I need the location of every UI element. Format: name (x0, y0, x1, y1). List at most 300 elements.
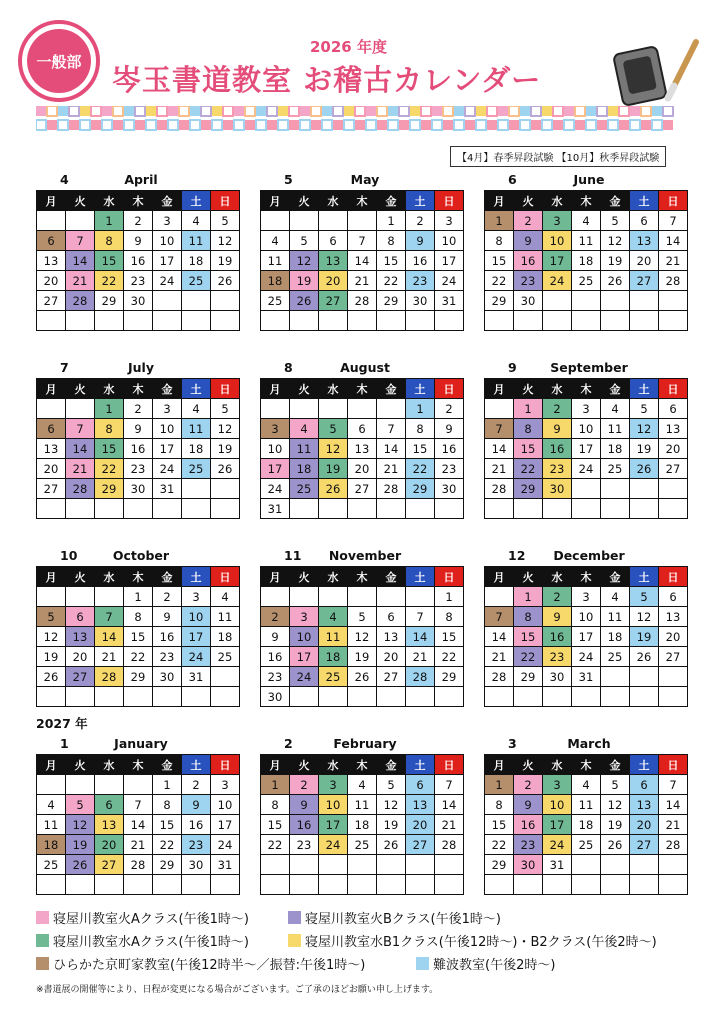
week-row (37, 875, 240, 895)
month-calendar (484, 172, 694, 331)
day-cell: 18 (211, 627, 240, 647)
day-cell: 18 (182, 251, 211, 271)
day-cell: 16 (406, 251, 435, 271)
day-cell: 29 (377, 291, 406, 311)
day-cell: 23 (514, 835, 543, 855)
weekday-header: 月 (37, 379, 66, 399)
day-cell: 25 (182, 271, 211, 291)
badge-label: 一般部 (27, 29, 91, 93)
fiscal-year: 2026 年度 (310, 38, 387, 56)
day-cell: 15 (124, 627, 153, 647)
day-cell: 24 (153, 459, 182, 479)
day-cell (630, 291, 659, 311)
day-cell (182, 291, 211, 311)
day-cell: 23 (290, 835, 319, 855)
day-cell: 10 (572, 419, 601, 439)
day-cell: 21 (435, 815, 464, 835)
day-cell: 4 (211, 587, 240, 607)
day-cell (153, 875, 182, 895)
day-cell: 30 (261, 687, 290, 707)
day-cell: 24 (182, 647, 211, 667)
day-cell: 26 (211, 459, 240, 479)
day-cell: 16 (514, 815, 543, 835)
weekday-header: 金 (601, 379, 630, 399)
week-row (485, 439, 688, 459)
day-cell (37, 587, 66, 607)
weekday-header: 火 (66, 755, 95, 775)
weekday-header: 火 (290, 755, 319, 775)
day-cell (377, 311, 406, 331)
month-name: January (114, 736, 168, 751)
day-cell: 28 (485, 479, 514, 499)
day-cell: 17 (572, 627, 601, 647)
day-cell: 17 (543, 251, 572, 271)
day-cell: 31 (211, 855, 240, 875)
day-cell: 24 (572, 647, 601, 667)
day-cell: 27 (348, 479, 377, 499)
day-cell (319, 587, 348, 607)
day-cell: 21 (377, 459, 406, 479)
day-cell: 7 (485, 607, 514, 627)
day-cell: 1 (406, 399, 435, 419)
month-number: 12 (508, 548, 526, 563)
legend-label: 寝屋川教室水B1クラス(午後12時～)・B2クラス(午後2時～) (305, 935, 657, 950)
day-cell (211, 479, 240, 499)
month-number: 11 (284, 548, 302, 563)
day-cell: 29 (406, 479, 435, 499)
day-cell: 8 (485, 231, 514, 251)
day-cell (630, 479, 659, 499)
day-cell (66, 311, 95, 331)
day-cell: 7 (659, 775, 688, 795)
calendar-table (484, 566, 688, 707)
weekday-header: 木 (572, 755, 601, 775)
day-cell: 27 (37, 291, 66, 311)
week-row (37, 251, 240, 271)
day-cell (630, 667, 659, 687)
day-cell (485, 499, 514, 519)
day-cell (290, 587, 319, 607)
day-cell: 11 (37, 815, 66, 835)
day-cell: 7 (348, 231, 377, 251)
weekday-header: 水 (543, 755, 572, 775)
day-cell: 12 (37, 627, 66, 647)
day-cell: 2 (124, 399, 153, 419)
month-name: June (573, 172, 605, 187)
month-number: 6 (508, 172, 517, 187)
weekday-header: 日 (659, 755, 688, 775)
day-cell: 22 (95, 459, 124, 479)
day-cell: 14 (485, 627, 514, 647)
week-row (37, 459, 240, 479)
calendar-table (484, 190, 688, 331)
day-cell: 20 (630, 815, 659, 835)
day-cell: 10 (290, 627, 319, 647)
calendar-table (36, 566, 240, 707)
day-cell: 23 (153, 647, 182, 667)
day-cell: 10 (182, 607, 211, 627)
day-cell: 26 (601, 271, 630, 291)
week-row (37, 499, 240, 519)
day-cell: 25 (290, 479, 319, 499)
day-cell (37, 311, 66, 331)
day-cell: 27 (37, 479, 66, 499)
day-cell: 31 (261, 499, 290, 519)
day-cell (95, 875, 124, 895)
day-cell: 12 (601, 795, 630, 815)
day-cell: 9 (406, 231, 435, 251)
month-calendar (36, 736, 246, 895)
day-cell: 18 (290, 459, 319, 479)
day-cell (435, 687, 464, 707)
month-header (484, 736, 694, 754)
week-row (261, 271, 464, 291)
day-cell: 13 (659, 419, 688, 439)
week-row (37, 607, 240, 627)
day-cell: 13 (630, 795, 659, 815)
day-cell: 17 (543, 815, 572, 835)
day-cell: 23 (182, 835, 211, 855)
week-row (261, 875, 464, 895)
month-number: 3 (508, 736, 517, 751)
day-cell (485, 687, 514, 707)
day-cell: 28 (66, 479, 95, 499)
day-cell: 6 (95, 795, 124, 815)
day-cell: 5 (377, 775, 406, 795)
day-cell: 6 (319, 231, 348, 251)
day-cell (659, 687, 688, 707)
day-cell: 13 (95, 815, 124, 835)
weekday-header: 木 (124, 191, 153, 211)
day-cell: 27 (659, 459, 688, 479)
day-cell (261, 587, 290, 607)
week-row (37, 647, 240, 667)
day-cell: 24 (261, 479, 290, 499)
day-cell: 3 (182, 587, 211, 607)
day-cell: 20 (66, 647, 95, 667)
week-row (261, 291, 464, 311)
day-cell: 12 (377, 795, 406, 815)
weekday-header: 火 (290, 567, 319, 587)
day-cell: 30 (124, 479, 153, 499)
weekday-header: 水 (543, 567, 572, 587)
day-cell (124, 875, 153, 895)
weekday-header: 木 (348, 755, 377, 775)
day-cell: 10 (211, 795, 240, 815)
day-cell: 3 (543, 211, 572, 231)
day-cell: 15 (485, 815, 514, 835)
day-cell (95, 687, 124, 707)
day-cell (406, 587, 435, 607)
day-cell: 31 (153, 479, 182, 499)
day-cell (377, 399, 406, 419)
day-cell (377, 875, 406, 895)
day-cell (153, 499, 182, 519)
day-cell: 18 (319, 647, 348, 667)
weekday-header: 金 (153, 755, 182, 775)
day-cell (601, 875, 630, 895)
week-row (261, 439, 464, 459)
day-cell: 19 (319, 459, 348, 479)
day-cell: 16 (261, 647, 290, 667)
calendar-table (484, 754, 688, 895)
day-cell: 29 (153, 855, 182, 875)
day-cell: 5 (211, 211, 240, 231)
day-cell (572, 687, 601, 707)
day-cell: 31 (182, 667, 211, 687)
day-cell (630, 311, 659, 331)
day-cell: 4 (261, 231, 290, 251)
day-cell: 28 (435, 835, 464, 855)
weekday-header: 月 (485, 567, 514, 587)
weekday-header: 水 (543, 191, 572, 211)
day-cell: 21 (95, 647, 124, 667)
checker-decoration (36, 106, 676, 132)
legend-row (36, 931, 716, 954)
day-cell: 19 (601, 251, 630, 271)
day-cell: 26 (601, 835, 630, 855)
day-cell: 6 (66, 607, 95, 627)
day-cell: 11 (261, 251, 290, 271)
day-cell: 26 (290, 291, 319, 311)
week-row (261, 399, 464, 419)
day-cell: 4 (572, 211, 601, 231)
week-row (37, 231, 240, 251)
month-header (484, 548, 694, 566)
calendar-table (260, 566, 464, 707)
week-row (485, 251, 688, 271)
day-cell (572, 311, 601, 331)
day-cell (406, 875, 435, 895)
weekday-header: 月 (37, 567, 66, 587)
day-cell (290, 399, 319, 419)
day-cell: 16 (435, 439, 464, 459)
day-cell: 11 (211, 607, 240, 627)
legend-row (36, 908, 716, 931)
weekday-header: 水 (95, 191, 124, 211)
footnote: ※書道展の開催等により、日程が変更になる場合がございます。ご了承のほどお願い申し上げます。 (36, 985, 439, 995)
week-row (485, 795, 688, 815)
day-cell: 12 (319, 439, 348, 459)
week-row (485, 667, 688, 687)
weekday-header: 土 (630, 191, 659, 211)
calendar-table (36, 378, 240, 519)
day-cell: 25 (211, 647, 240, 667)
day-cell (630, 855, 659, 875)
day-cell: 8 (485, 795, 514, 815)
day-cell (66, 875, 95, 895)
day-cell (66, 587, 95, 607)
day-cell: 10 (153, 419, 182, 439)
day-cell: 9 (261, 627, 290, 647)
day-cell: 8 (153, 795, 182, 815)
weekday-header: 火 (514, 191, 543, 211)
weekday-row (485, 191, 688, 211)
day-cell: 28 (95, 667, 124, 687)
month-name: November (328, 548, 402, 563)
day-cell: 4 (182, 399, 211, 419)
day-cell (182, 479, 211, 499)
day-cell: 12 (630, 419, 659, 439)
day-cell: 19 (348, 647, 377, 667)
day-cell: 4 (572, 775, 601, 795)
day-cell: 28 (485, 667, 514, 687)
weekday-header: 火 (290, 191, 319, 211)
day-cell: 17 (572, 439, 601, 459)
weekday-header: 日 (435, 567, 464, 587)
day-cell: 24 (572, 459, 601, 479)
week-row (37, 419, 240, 439)
day-cell (630, 687, 659, 707)
day-cell: 17 (435, 251, 464, 271)
day-cell: 7 (124, 795, 153, 815)
day-cell: 4 (601, 399, 630, 419)
day-cell: 27 (319, 291, 348, 311)
week-row (261, 855, 464, 875)
legend-item (36, 954, 365, 973)
day-cell: 6 (37, 231, 66, 251)
day-cell: 16 (543, 627, 572, 647)
day-cell: 18 (572, 815, 601, 835)
day-cell: 4 (290, 419, 319, 439)
day-cell: 20 (95, 835, 124, 855)
month-name: August (340, 360, 390, 375)
day-cell: 12 (630, 607, 659, 627)
day-cell: 25 (261, 291, 290, 311)
week-row (485, 271, 688, 291)
day-cell: 9 (543, 607, 572, 627)
day-cell (290, 499, 319, 519)
day-cell: 14 (377, 439, 406, 459)
day-cell: 1 (485, 211, 514, 231)
weekday-header: 日 (211, 191, 240, 211)
day-cell: 6 (659, 587, 688, 607)
day-cell (406, 499, 435, 519)
day-cell: 4 (348, 775, 377, 795)
day-cell: 17 (261, 459, 290, 479)
day-cell: 13 (630, 231, 659, 251)
day-cell: 8 (124, 607, 153, 627)
day-cell (435, 855, 464, 875)
day-cell (377, 499, 406, 519)
day-cell: 16 (290, 815, 319, 835)
weekday-header: 土 (630, 755, 659, 775)
day-cell: 26 (211, 271, 240, 291)
day-cell: 18 (601, 627, 630, 647)
month-number: 4 (60, 172, 69, 187)
day-cell: 13 (37, 439, 66, 459)
week-row (37, 855, 240, 875)
header (0, 0, 724, 140)
day-cell: 26 (319, 479, 348, 499)
day-cell: 23 (124, 271, 153, 291)
day-cell: 17 (153, 439, 182, 459)
day-cell: 2 (543, 587, 572, 607)
day-cell: 21 (66, 271, 95, 291)
day-cell (485, 587, 514, 607)
day-cell: 14 (406, 627, 435, 647)
day-cell (66, 211, 95, 231)
day-cell: 11 (601, 419, 630, 439)
day-cell: 8 (377, 231, 406, 251)
day-cell: 18 (182, 439, 211, 459)
day-cell: 6 (348, 419, 377, 439)
day-cell: 28 (377, 479, 406, 499)
day-cell: 14 (435, 795, 464, 815)
calendar-table (36, 754, 240, 895)
day-cell: 21 (659, 815, 688, 835)
day-cell: 8 (514, 419, 543, 439)
week-row (485, 875, 688, 895)
day-cell: 22 (406, 459, 435, 479)
day-cell: 11 (348, 795, 377, 815)
weekday-header: 水 (95, 755, 124, 775)
day-cell: 6 (377, 607, 406, 627)
day-cell: 12 (348, 627, 377, 647)
calendar-table (260, 190, 464, 331)
weekday-header: 火 (66, 379, 95, 399)
weekday-header: 木 (348, 567, 377, 587)
day-cell: 26 (348, 667, 377, 687)
day-cell: 18 (261, 271, 290, 291)
day-cell (543, 687, 572, 707)
day-cell (211, 667, 240, 687)
weekday-header: 月 (261, 191, 290, 211)
day-cell (543, 875, 572, 895)
day-cell: 3 (543, 775, 572, 795)
legend-item (288, 931, 657, 950)
day-cell (290, 875, 319, 895)
day-cell: 23 (514, 271, 543, 291)
legend-item (36, 908, 249, 927)
weekday-header: 金 (377, 567, 406, 587)
day-cell: 3 (319, 775, 348, 795)
day-cell: 5 (601, 775, 630, 795)
day-cell: 2 (290, 775, 319, 795)
day-cell: 28 (406, 667, 435, 687)
day-cell (348, 399, 377, 419)
week-row (37, 687, 240, 707)
week-row (37, 291, 240, 311)
weekday-row (261, 191, 464, 211)
week-row (261, 419, 464, 439)
week-row (485, 587, 688, 607)
legend-item (36, 931, 249, 950)
day-cell: 5 (66, 795, 95, 815)
day-cell: 22 (261, 835, 290, 855)
day-cell: 7 (485, 419, 514, 439)
week-row (485, 855, 688, 875)
day-cell (601, 499, 630, 519)
day-cell: 18 (348, 815, 377, 835)
day-cell: 11 (182, 231, 211, 251)
day-cell: 7 (95, 607, 124, 627)
week-row (485, 211, 688, 231)
day-cell (406, 311, 435, 331)
day-cell: 1 (124, 587, 153, 607)
weekday-header: 日 (211, 755, 240, 775)
day-cell: 22 (514, 459, 543, 479)
week-row (485, 687, 688, 707)
day-cell (572, 291, 601, 311)
day-cell (659, 291, 688, 311)
week-row (261, 479, 464, 499)
day-cell: 22 (435, 647, 464, 667)
day-cell: 3 (211, 775, 240, 795)
week-row (37, 587, 240, 607)
day-cell: 14 (95, 627, 124, 647)
day-cell: 31 (543, 855, 572, 875)
